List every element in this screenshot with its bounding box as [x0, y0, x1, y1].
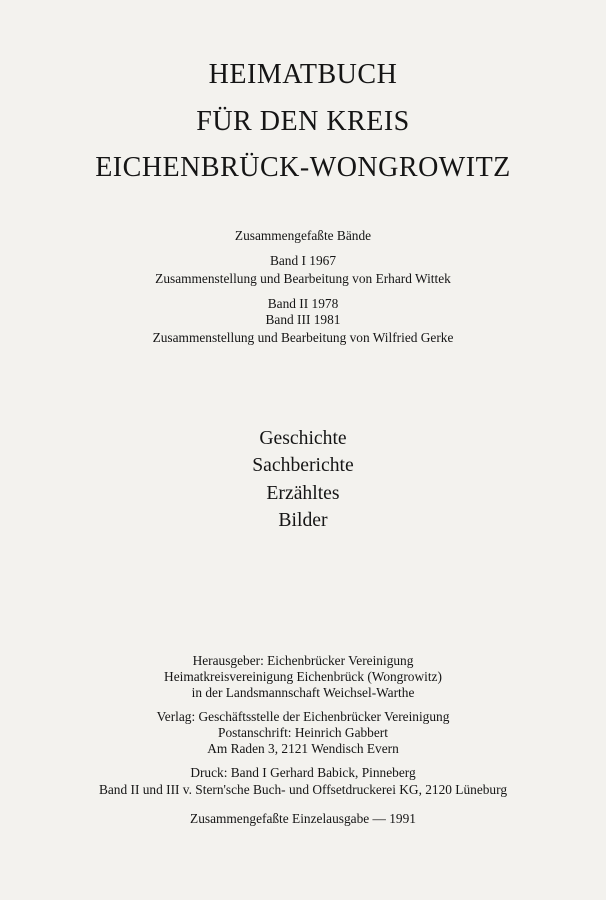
title-line-1: HEIMATBUCH	[208, 59, 398, 90]
band-2: Band II 1978	[267, 296, 339, 311]
verlag-line-1: Verlag: Geschäftsstelle der Eichenbrücker Vereinigung	[156, 709, 450, 724]
publisher-line-1: Herausgeber: Eichenbrücker Vereinigung	[192, 653, 414, 668]
band-1: Band I 1967	[269, 253, 337, 268]
band-1-editor: Zusammenstellung und Bearbeitung von Erhard Wittek	[155, 271, 451, 286]
title-line-2: FÜR DEN KREIS	[196, 106, 410, 137]
band-2-3-editor: Zusammenstellung und Bearbeitung von Wilfried Gerke	[152, 330, 454, 345]
verlag-line-2: Postanschrift: Heinrich Gabbert	[218, 725, 388, 740]
publisher-line-2: Heimatkreisvereinigung Eichenbrück (Wongrowitz)	[164, 669, 442, 684]
druck-line-2: Band II und III v. Stern'sche Buch- und Offsetdruckerei KG, 2120 Lüneburg	[98, 782, 508, 797]
edition-line: Zusammengefaßte Einzelausgabe — 1991	[190, 811, 416, 826]
topic-stories: Erzähltes	[266, 482, 340, 504]
verlag-line-3: Am Raden 3, 2121 Wendisch Evern	[207, 741, 399, 756]
topic-pictures: Bilder	[278, 509, 328, 531]
topic-history: Geschichte	[259, 427, 347, 449]
band-3: Band III 1981	[265, 312, 341, 327]
volumes-heading: Zusammengefaßte Bände	[234, 228, 372, 243]
topic-reports: Sachberichte	[252, 454, 354, 476]
title-line-3: EICHENBRÜCK-WONGROWITZ	[95, 152, 511, 183]
druck-line-1: Druck: Band I Gerhard Babick, Pinneberg	[190, 765, 416, 780]
publisher-line-3: in der Landsmannschaft Weichsel-Warthe	[191, 685, 415, 700]
